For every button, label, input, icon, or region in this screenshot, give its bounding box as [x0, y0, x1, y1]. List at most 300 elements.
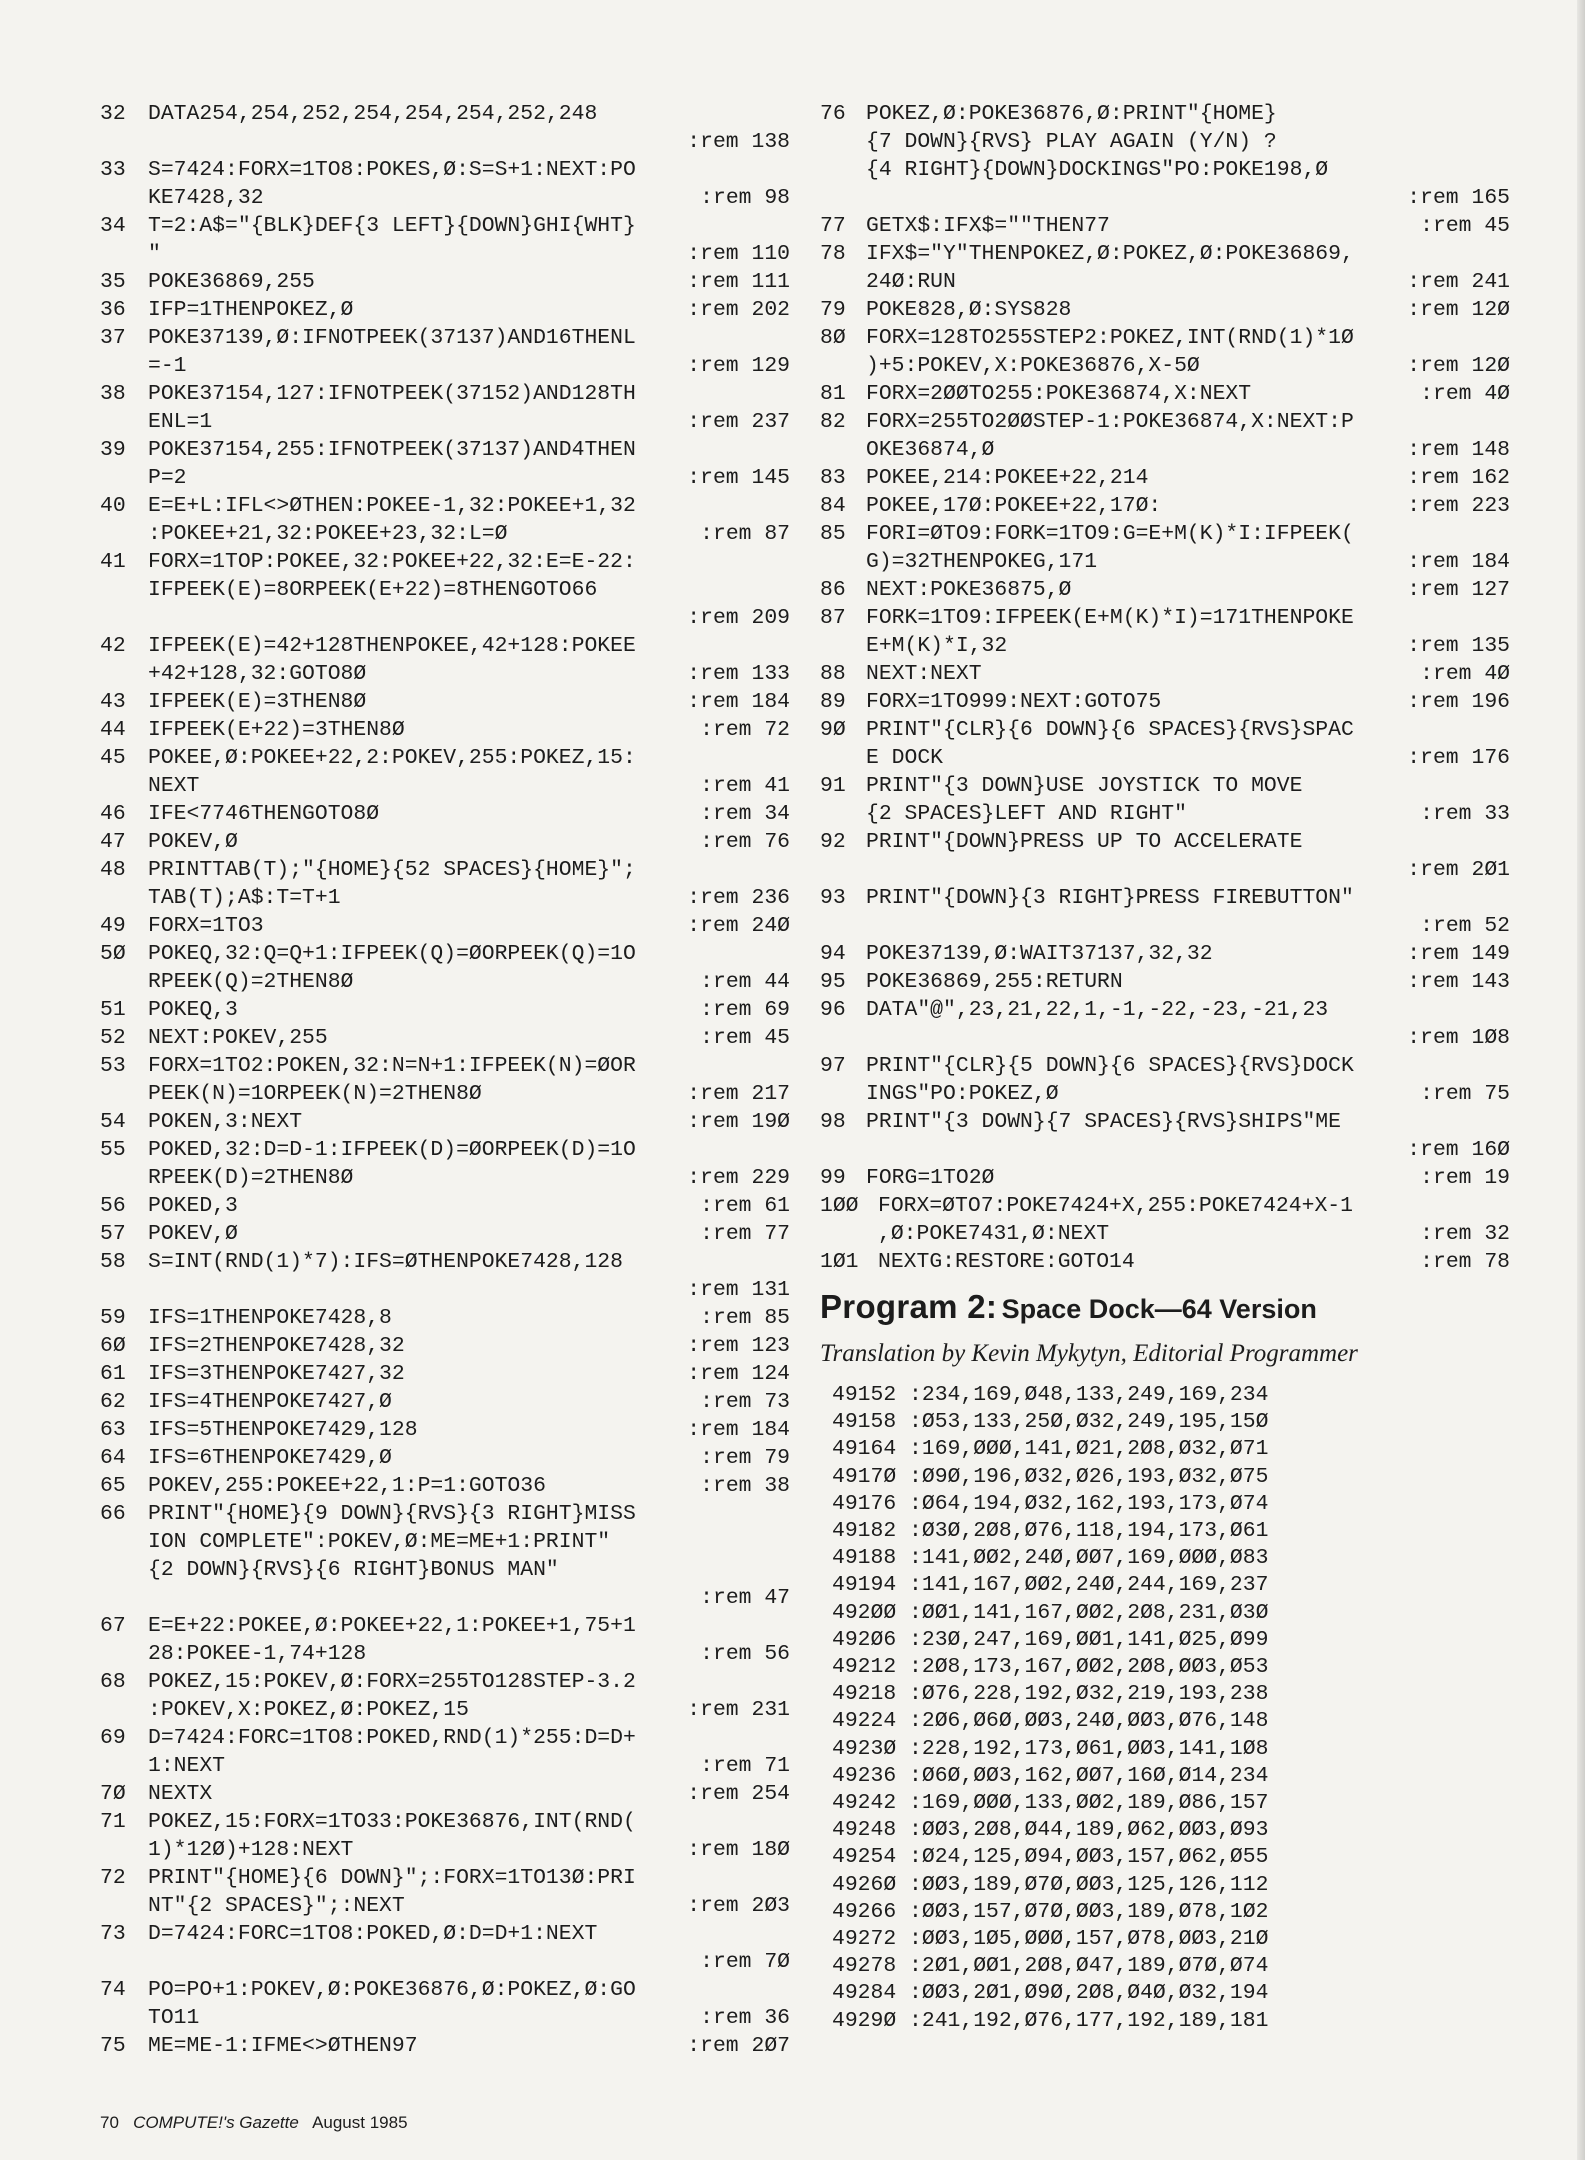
code-text: G)=32THENPOKEG,171: [866, 550, 1098, 574]
line-number: 42: [100, 634, 126, 658]
ml-data-line: 49176 :Ø64,194,Ø32,162,193,173,Ø74: [832, 1491, 1269, 1516]
code-line: [820, 1248, 1510, 1276]
checksum-rem: :rem 145: [687, 466, 790, 490]
code-text: PRINT"{HOME}{6 DOWN}";:FORX=1TO13Ø:PRI: [148, 1866, 636, 1890]
line-number: 78: [820, 242, 846, 266]
checksum-rem: :rem 217: [687, 1082, 790, 1106]
code-text: KE7428,32: [148, 186, 264, 210]
code-text: GETX$:IFX$=""THEN77: [866, 214, 1110, 238]
checksum-rem: :rem 135: [1407, 634, 1510, 658]
line-number: 99: [820, 1166, 846, 1190]
code-line: [100, 1360, 790, 1388]
code-text: NEXT: [148, 774, 200, 798]
line-number: 98: [820, 1110, 846, 1134]
checksum-rem: :rem 162: [1407, 466, 1510, 490]
checksum-rem: :rem 16Ø: [1407, 1138, 1510, 1162]
code-text: ENL=1: [148, 410, 213, 434]
checksum-rem: :rem 32: [1420, 1222, 1510, 1246]
code-text: FORX=128TO255STEP2:POKEZ,INT(RND(1)*1Ø: [866, 326, 1354, 350]
checksum-rem: :rem 184: [1407, 550, 1510, 574]
checksum-rem: :rem 12Ø: [1407, 298, 1510, 322]
code-line: [820, 352, 1510, 380]
code-line: [820, 660, 1510, 688]
code-text: POKE37154,127:IFNOTPEEK(37152)AND128TH: [148, 382, 636, 406]
code-text: =-1: [148, 354, 187, 378]
code-line: [100, 100, 790, 128]
code-line: [820, 912, 1510, 940]
code-text: POKEE,Ø:POKEE+22,2:POKEV,255:POKEZ,15:: [148, 746, 636, 770]
listing-column-left: [100, 100, 790, 2060]
code-line: [100, 1444, 790, 1472]
line-number: 91: [820, 774, 846, 798]
line-number: 47: [100, 830, 126, 854]
code-line: [820, 184, 1510, 212]
line-number: 66: [100, 1502, 126, 1526]
line-number: 45: [100, 746, 126, 770]
code-line: [820, 520, 1510, 548]
code-line: [820, 604, 1510, 632]
ml-data-line: 49188 :141,ØØ2,24Ø,ØØ7,169,ØØØ,Ø83: [832, 1546, 1269, 1571]
code-text: PRINT"{CLR}{6 DOWN}{6 SPACES}{RVS}SPAC: [866, 718, 1354, 742]
ml-data-line: 4923Ø :228,192,173,Ø61,ØØ3,141,1Ø8: [832, 1736, 1269, 1761]
line-number: 6Ø: [100, 1334, 126, 1358]
checksum-rem: :rem 184: [687, 690, 790, 714]
code-line: [820, 240, 1510, 268]
checksum-rem: :rem 2Ø1: [1407, 858, 1510, 882]
code-text: PRINTTAB(T);"{HOME}{52 SPACES}{HOME}";: [148, 858, 636, 882]
code-line: [100, 548, 790, 576]
checksum-rem: :rem 2Ø7: [687, 2034, 790, 2058]
code-line: [100, 1752, 790, 1780]
line-number: 44: [100, 718, 126, 742]
code-line: [100, 1136, 790, 1164]
line-number: 97: [820, 1054, 846, 1078]
code-text: IFS=4THENPOKE7427,Ø: [148, 1390, 392, 1414]
checksum-rem: :rem 209: [687, 606, 790, 630]
ml-data-line: 49224 :2Ø6,Ø6Ø,ØØ3,24Ø,ØØ3,Ø76,148: [832, 1709, 1269, 1734]
checksum-rem: :rem 69: [700, 998, 790, 1022]
program2-title: Program 2:: [820, 1288, 998, 1325]
code-text: IFS=2THENPOKE7428,32: [148, 1334, 405, 1358]
code-line: [100, 1472, 790, 1500]
checksum-rem: :rem 61: [700, 1194, 790, 1218]
code-line: [820, 940, 1510, 968]
code-line: [100, 1080, 790, 1108]
code-text: FORX=1TO2:POKEN,32:N=N+1:IFPEEK(N)=ØOR: [148, 1054, 636, 1078]
checksum-rem: :rem 24Ø: [687, 914, 790, 938]
code-line: [820, 716, 1510, 744]
code-text: 1)*12Ø)+128:NEXT: [148, 1838, 354, 1862]
code-line: [100, 2004, 790, 2032]
line-number: 57: [100, 1222, 126, 1246]
code-line: [100, 1024, 790, 1052]
code-line: [820, 268, 1510, 296]
code-text: POKEV,255:POKEE+22,1:P=1:GOTO36: [148, 1474, 546, 1498]
code-text: {7 DOWN}{RVS} PLAY AGAIN (Y/N) ?: [866, 130, 1277, 154]
code-text: T=2:A$="{BLK}DEF{3 LEFT}{DOWN}GHI{WHT}: [148, 214, 636, 238]
code-text: IFPEEK(E+22)=3THEN8Ø: [148, 718, 405, 742]
line-number: 59: [100, 1306, 126, 1330]
checksum-rem: :rem 47: [700, 1586, 790, 1610]
code-line: [100, 1696, 790, 1724]
line-number: 67: [100, 1614, 126, 1638]
ml-data-line: 4917Ø :Ø9Ø,196,Ø32,Ø26,193,Ø32,Ø75: [832, 1464, 1269, 1489]
ml-data-line: 492Ø6 :23Ø,247,169,ØØ1,141,Ø25,Ø99: [832, 1627, 1269, 1652]
code-line: [820, 800, 1510, 828]
checksum-rem: :rem 237: [687, 410, 790, 434]
code-line: [100, 1052, 790, 1080]
line-number: 46: [100, 802, 126, 826]
code-line: [100, 1668, 790, 1696]
line-number: 53: [100, 1054, 126, 1078]
code-text: E=E+22:POKEE,Ø:POKEE+22,1:POKEE+1,75+1: [148, 1614, 636, 1638]
checksum-rem: :rem 36: [700, 2006, 790, 2030]
code-text: IFS=5THENPOKE7429,128: [148, 1418, 418, 1442]
code-line: [100, 240, 790, 268]
checksum-rem: :rem 75: [1420, 1082, 1510, 1106]
code-text: E+M(K)*I,32: [866, 634, 1008, 658]
code-line: [820, 744, 1510, 772]
checksum-rem: :rem 52: [1420, 914, 1510, 938]
checksum-rem: :rem 98: [700, 186, 790, 210]
checksum-rem: :rem 2Ø3: [687, 1894, 790, 1918]
line-number: 72: [100, 1866, 126, 1890]
code-text: PRINT"{DOWN}{3 RIGHT}PRESS FIREBUTTON": [866, 886, 1354, 910]
code-text: POKEE,214:POKEE+22,214: [866, 466, 1149, 490]
ml-data-line: 49266 :ØØ3,157,Ø7Ø,ØØ3,189,Ø78,1Ø2: [832, 1899, 1269, 1924]
line-number: 55: [100, 1138, 126, 1162]
code-line: [100, 1612, 790, 1640]
code-text: FORX=255TO2ØØSTEP-1:POKE36874,X:NEXT:P: [866, 410, 1354, 434]
code-text: IFPEEK(E)=3THEN8Ø: [148, 690, 367, 714]
checksum-rem: :rem 33: [1420, 802, 1510, 826]
checksum-rem: :rem 149: [1407, 942, 1510, 966]
code-line: [820, 1052, 1510, 1080]
code-text: NEXTX: [148, 1782, 213, 1806]
code-text: FORI=ØTO9:FORK=1TO9:G=E+M(K)*I:IFPEEK(: [866, 522, 1354, 546]
code-text: D=7424:FORC=1TO8:POKED,Ø:D=D+1:NEXT: [148, 1922, 598, 1946]
code-text: OKE36874,Ø: [866, 438, 995, 462]
program2-heading: [820, 1288, 1520, 1326]
line-number: 92: [820, 830, 846, 854]
code-line: [820, 1136, 1510, 1164]
ml-data-line: 4929Ø :241,192,Ø76,177,192,189,181: [832, 2008, 1269, 2033]
code-text: +42+128,32:GOTO8Ø: [148, 662, 367, 686]
checksum-rem: :rem 124: [687, 1362, 790, 1386]
checksum-rem: :rem 72: [700, 718, 790, 742]
code-line: [820, 1080, 1510, 1108]
code-line: [100, 1528, 790, 1556]
magazine-name: COMPUTE!'s Gazette: [133, 2113, 299, 2132]
ml-data-line: 49158 :Ø53,133,25Ø,Ø32,249,195,15Ø: [832, 1410, 1269, 1435]
line-number: 39: [100, 438, 126, 462]
line-number: 83: [820, 466, 846, 490]
code-line: [100, 352, 790, 380]
code-text: POKEV,Ø: [148, 1222, 238, 1246]
code-line: [100, 268, 790, 296]
code-text: IFP=1THENPOKEZ,Ø: [148, 298, 354, 322]
checksum-rem: :rem 133: [687, 662, 790, 686]
code-text: TAB(T);A$:T=T+1: [148, 886, 341, 910]
code-text: RPEEK(Q)=2THEN8Ø: [148, 970, 354, 994]
code-text: DATA254,254,252,254,254,254,252,248: [148, 102, 598, 126]
code-text: IFE<7746THENGOTO8Ø: [148, 802, 380, 826]
ml-data-line: 49182 :Ø3Ø,2Ø8,Ø76,118,194,173,Ø61: [832, 1519, 1269, 1544]
code-line: [100, 1220, 790, 1248]
code-line: [100, 996, 790, 1024]
checksum-rem: :rem 231: [687, 1698, 790, 1722]
line-number: 51: [100, 998, 126, 1022]
code-line: [100, 688, 790, 716]
code-text: POKED,3: [148, 1194, 238, 1218]
code-text: POKEZ,15:FORX=1TO33:POKE36876,INT(RND(: [148, 1810, 636, 1834]
line-number: 64: [100, 1446, 126, 1470]
code-text: ": [148, 242, 161, 266]
ml-data-line: 4926Ø :ØØ3,189,Ø7Ø,ØØ3,125,126,112: [832, 1872, 1269, 1897]
code-text: NEXT:POKEV,255: [148, 1026, 328, 1050]
line-number: 65: [100, 1474, 126, 1498]
line-number: 63: [100, 1418, 126, 1442]
code-line: [100, 772, 790, 800]
checksum-rem: :rem 38: [700, 1474, 790, 1498]
code-line: [100, 1304, 790, 1332]
line-number: 40: [100, 494, 126, 518]
code-text: :POKEE+21,32:POKEE+23,32:L=Ø: [148, 522, 508, 546]
line-number: 89: [820, 690, 846, 714]
code-text: POKEN,3:NEXT: [148, 1110, 303, 1134]
code-line: [820, 1024, 1510, 1052]
line-number: 62: [100, 1390, 126, 1414]
checksum-rem: :rem 184: [687, 1418, 790, 1442]
checksum-rem: :rem 123: [687, 1334, 790, 1358]
code-line: [100, 1808, 790, 1836]
line-number: 33: [100, 158, 126, 182]
ml-data-line: 49254 :Ø24,125,Ø94,ØØ3,157,Ø62,Ø55: [832, 1845, 1269, 1870]
checksum-rem: :rem 79: [700, 1446, 790, 1470]
code-text: PEEK(N)=1ORPEEK(N)=2THEN8Ø: [148, 1082, 482, 1106]
code-text: PRINT"{3 DOWN}{7 SPACES}{RVS}SHIPS"ME: [866, 1110, 1341, 1134]
ml-data-line: 49194 :141,167,ØØ2,24Ø,244,169,237: [832, 1573, 1269, 1598]
code-text: S=INT(RND(1)*7):IFS=ØTHENPOKE7428,128: [148, 1250, 623, 1274]
line-number: 79: [820, 298, 846, 322]
code-line: [100, 576, 790, 604]
ml-data-line: 49212 :2Ø8,173,167,ØØ2,2Ø8,ØØ3,Ø53: [832, 1655, 1269, 1680]
code-line: [820, 856, 1510, 884]
code-line: [820, 212, 1510, 240]
checksum-rem: :rem 241: [1407, 270, 1510, 294]
line-number: 73: [100, 1922, 126, 1946]
line-number: 77: [820, 214, 846, 238]
ml-data-line: 49164 :169,ØØØ,141,Ø21,2Ø8,Ø32,Ø71: [832, 1437, 1269, 1462]
code-line: [820, 100, 1510, 128]
checksum-rem: :rem 236: [687, 886, 790, 910]
code-text: POKEE,17Ø:POKEE+22,17Ø:: [866, 494, 1162, 518]
checksum-rem: :rem 19Ø: [687, 1110, 790, 1134]
code-line: [100, 828, 790, 856]
code-text: PO=PO+1:POKEV,Ø:POKE36876,Ø:POKEZ,Ø:GO: [148, 1978, 636, 2002]
code-line: [100, 604, 790, 632]
checksum-rem: :rem 34: [700, 802, 790, 826]
line-number: 69: [100, 1726, 126, 1750]
code-text: POKEQ,32:Q=Q+1:IFPEEK(Q)=ØORPEEK(Q)=1O: [148, 942, 636, 966]
code-line: [100, 800, 790, 828]
line-number: 84: [820, 494, 846, 518]
code-text: P=2: [148, 466, 187, 490]
checksum-rem: :rem 138: [687, 130, 790, 154]
line-number: 48: [100, 858, 126, 882]
code-line: [100, 632, 790, 660]
checksum-rem: :rem 45: [1420, 214, 1510, 238]
code-text: {2 DOWN}{RVS}{6 RIGHT}BONUS MAN": [148, 1558, 559, 1582]
code-line: [100, 912, 790, 940]
code-line: [100, 1248, 790, 1276]
line-number: 34: [100, 214, 126, 238]
checksum-rem: :rem 76: [700, 830, 790, 854]
code-line: [100, 1276, 790, 1304]
code-line: [820, 884, 1510, 912]
ml-data-line: 49236 :Ø6Ø,ØØ3,162,ØØ7,16Ø,Ø14,234: [832, 1763, 1269, 1788]
checksum-rem: :rem 127: [1407, 578, 1510, 602]
code-line: [100, 380, 790, 408]
code-text: POKE36869,255: [148, 270, 315, 294]
code-text: POKEV,Ø: [148, 830, 238, 854]
code-line: [820, 996, 1510, 1024]
line-number: 58: [100, 1250, 126, 1274]
ml-data-line: 49152 :234,169,Ø48,133,249,169,234: [832, 1383, 1269, 1407]
code-text: POKED,32:D=D-1:IFPEEK(D)=ØORPEEK(D)=1O: [148, 1138, 636, 1162]
code-line: [100, 940, 790, 968]
code-text: POKEZ,15:POKEV,Ø:FORX=255TO128STEP-3.2: [148, 1670, 636, 1694]
code-text: POKE37154,255:IFNOTPEEK(37137)AND4THEN: [148, 438, 636, 462]
code-text: IFS=3THENPOKE7427,32: [148, 1362, 405, 1386]
code-text: {4 RIGHT}{DOWN}DOCKINGS"PO:POKE198,Ø: [866, 158, 1329, 182]
code-line: [100, 1780, 790, 1808]
checksum-rem: :rem 110: [687, 242, 790, 266]
code-text: FORX=2ØØTO255:POKE36874,X:NEXT: [866, 382, 1252, 406]
line-number: 5Ø: [100, 942, 126, 966]
line-number: 36: [100, 298, 126, 322]
code-line: [100, 324, 790, 352]
checksum-rem: :rem 44: [700, 970, 790, 994]
code-text: RPEEK(D)=2THEN8Ø: [148, 1166, 354, 1190]
page-number: 70: [100, 2113, 119, 2132]
code-text: ME=ME-1:IFME<>ØTHEN97: [148, 2034, 418, 2058]
line-number: 87: [820, 606, 846, 630]
code-text: FORG=1TO2Ø: [866, 1166, 995, 1190]
line-number: 61: [100, 1362, 126, 1386]
line-number: 93: [820, 886, 846, 910]
code-text: POKE828,Ø:SYS828: [866, 298, 1072, 322]
code-text: FORK=1TO9:IFPEEK(E+M(K)*I)=171THENPOKE: [866, 606, 1354, 630]
code-text: FORX=ØTO7:POKE7424+X,255:POKE7424+X-1: [878, 1194, 1353, 1218]
code-text: 28:POKEE-1,74+128: [148, 1642, 367, 1666]
code-text: PRINT"{3 DOWN}USE JOYSTICK TO MOVE: [866, 774, 1303, 798]
line-number: 1ØØ: [820, 1194, 859, 1218]
code-line: [820, 632, 1510, 660]
code-text: PRINT"{CLR}{5 DOWN}{6 SPACES}{RVS}DOCK: [866, 1054, 1354, 1078]
checksum-rem: :rem 131: [687, 1278, 790, 1302]
code-line: [820, 772, 1510, 800]
program2-credit: Translation by Kevin Mykytyn, Editorial Programmer: [820, 1340, 1358, 1367]
code-line: [100, 1332, 790, 1360]
code-line: [100, 184, 790, 212]
issue-date: August 1985: [312, 2113, 408, 2132]
checksum-rem: :rem 4Ø: [1420, 382, 1510, 406]
code-text: ,Ø:POKE7431,Ø:NEXT: [878, 1222, 1110, 1246]
code-text: IFPEEK(E)=42+128THENPOKEE,42+128:POKEE: [148, 634, 636, 658]
code-line: [100, 1976, 790, 2004]
checksum-rem: :rem 196: [1407, 690, 1510, 714]
code-line: [820, 380, 1510, 408]
code-text: NT"{2 SPACES}";:NEXT: [148, 1894, 405, 1918]
code-line: [820, 436, 1510, 464]
line-number: 85: [820, 522, 846, 546]
code-line: [100, 1864, 790, 1892]
code-text: IFX$="Y"THENPOKEZ,Ø:POKEZ,Ø:POKE36869,: [866, 242, 1354, 266]
line-number: 74: [100, 1978, 126, 2002]
code-line: [820, 156, 1510, 184]
checksum-rem: :rem 111: [687, 270, 790, 294]
code-text: FORX=1TO999:NEXT:GOTO75: [866, 690, 1162, 714]
code-line: [100, 212, 790, 240]
code-line: [100, 716, 790, 744]
code-line: [100, 1892, 790, 1920]
code-text: S=7424:FORX=1TO8:POKES,Ø:S=S+1:NEXT:PO: [148, 158, 636, 182]
line-number: 56: [100, 1194, 126, 1218]
code-text: POKEZ,Ø:POKE36876,Ø:PRINT"{HOME}: [866, 102, 1277, 126]
code-text: POKE37139,Ø:IFNOTPEEK(37137)AND16THENL: [148, 326, 636, 350]
code-text: FORX=1TO3: [148, 914, 264, 938]
code-line: [100, 1920, 790, 1948]
code-text: DATA"@",23,21,22,1,-1,-22,-23,-21,23: [866, 998, 1329, 1022]
line-number: 52: [100, 1026, 126, 1050]
line-number: 41: [100, 550, 126, 574]
ml-data-line: 492ØØ :ØØ1,141,167,ØØ2,2Ø8,231,Ø3Ø: [832, 1600, 1269, 1625]
code-text: E=E+L:IFL<>ØTHEN:POKEE-1,32:POKEE+1,32: [148, 494, 636, 518]
line-number: 37: [100, 326, 126, 350]
code-text: POKEQ,3: [148, 998, 238, 1022]
line-number: 94: [820, 942, 846, 966]
checksum-rem: :rem 45: [700, 1026, 790, 1050]
program2-subtitle: Space Dock—64 Version: [1001, 1294, 1317, 1324]
line-number: 7Ø: [100, 1782, 126, 1806]
code-line: [820, 1220, 1510, 1248]
code-line: [820, 1164, 1510, 1192]
line-number: 54: [100, 1110, 126, 1134]
line-number: 68: [100, 1670, 126, 1694]
code-line: [820, 324, 1510, 352]
code-text: PRINT"{DOWN}PRESS UP TO ACCELERATE: [866, 830, 1303, 854]
code-text: IFS=6THENPOKE7429,Ø: [148, 1446, 392, 1470]
code-text: INGS"PO:POKEZ,Ø: [866, 1082, 1059, 1106]
checksum-rem: :rem 78: [1420, 1250, 1510, 1274]
ml-data-line: 49242 :169,ØØØ,133,ØØ2,189,Ø86,157: [832, 1791, 1269, 1816]
code-line: [100, 1108, 790, 1136]
checksum-rem: :rem 7Ø: [700, 1950, 790, 1974]
checksum-rem: :rem 223: [1407, 494, 1510, 518]
code-line: [100, 492, 790, 520]
checksum-rem: :rem 4Ø: [1420, 662, 1510, 686]
line-number: 49: [100, 914, 126, 938]
code-line: [100, 2032, 790, 2060]
ml-data-line: 49272 :ØØ3,1Ø5,ØØØ,157,Ø78,ØØ3,21Ø: [832, 1927, 1269, 1952]
ml-data-line: 49218 :Ø76,228,192,Ø32,219,193,238: [832, 1682, 1269, 1707]
checksum-rem: :rem 12Ø: [1407, 354, 1510, 378]
checksum-rem: :rem 254: [687, 1782, 790, 1806]
line-number: 71: [100, 1810, 126, 1834]
line-number: 9Ø: [820, 718, 846, 742]
code-line: [100, 156, 790, 184]
